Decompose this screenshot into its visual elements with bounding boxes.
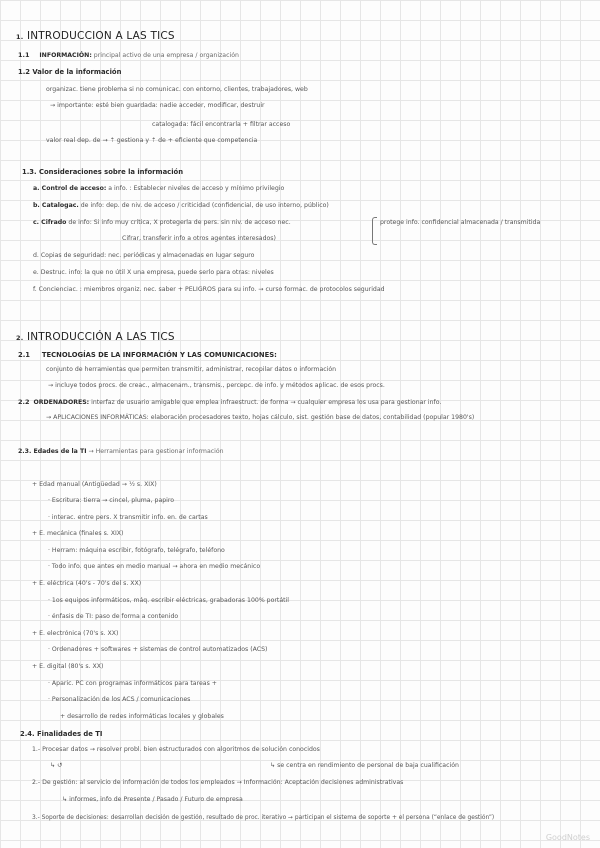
age-manual-b: · interac. entre pers. X transmitir info. en. de cartas: [48, 514, 208, 521]
age-electric: + E. eléctrica (40's - 70's del s. XX): [32, 580, 142, 587]
line-2-2: [18, 398, 441, 407]
para-2-1-b: → incluye todos procs. de creac., almacenam., transmis., percepc. de info. y métodos aplicac. de esos procs.: [48, 382, 385, 389]
item-a: [33, 185, 284, 193]
item-b-label: b. Catalogac.: [33, 202, 79, 209]
goodnotes-watermark: GoodNotes: [545, 833, 590, 842]
heading-2-1: [18, 351, 277, 359]
item-b: [33, 202, 329, 210]
age-mechanical: + E. mecánica (finales s. XIX): [32, 530, 124, 537]
heading-2-3: [18, 448, 224, 456]
heading-2-3-title: 2.3. Edades de la TI: [18, 448, 87, 455]
heading-2-3-text: → Herramientas para gestionar información: [88, 448, 224, 455]
item-c-line2: Cifrar, transferir info a otros agentes interesados): [122, 235, 276, 242]
item-d: d. Copias de seguridad: nec. periódicas y almacenadas en lugar seguro: [33, 252, 255, 259]
age-electric-a: · 1os equipos informáticos, máq. escribir eléctricas, grabadoras 100% portátil: [48, 597, 289, 604]
item-f: f. Concienciac. : miembros organiz. nec. saber + PELIGROS para su info. → curso formac. de protocolos seguridad: [33, 286, 385, 293]
purpose-2: 2.- De gestión: al servicio de información de todos los empleados → Información: Aceptación decisiones administrativas: [32, 779, 404, 786]
para-1-2-c: catalogada: fácil encontrarla + filtrar acceso: [152, 121, 291, 128]
purpose-1-a: ↳ se centra en rendimiento de personal de baja cualificación: [270, 762, 459, 769]
age-digital-c: + desarrollo de redes informáticas locales y globales: [60, 713, 224, 720]
heading-2-4: 2.4. Finalidades de TI: [20, 730, 103, 738]
section-1-number: 1.: [16, 33, 24, 41]
age-digital-a: · Aparic. PC con programas informáticos para tareas +: [48, 680, 217, 687]
para-2-2-b: → APLICACIONES INFORMÁTICAS: elaboración procesadores texto, hojas cálculo, sist. gestión base de datos, contabilidad (popular 1980's): [46, 414, 475, 421]
line-1-1-number: 1.1: [18, 51, 30, 59]
purpose-1: 1.- Procesar datos → resolver probl. bien estructurados con algoritmos de solución conocidos: [32, 746, 320, 753]
item-c-brace: [372, 217, 377, 245]
line-2-2-number: 2.2: [18, 398, 30, 406]
age-digital: + E. digital (80's s. XX): [32, 663, 104, 670]
age-electric-b: · énfasis de TI: paso de forma a contenido: [48, 613, 179, 620]
para-1-2-b: → importante: esté bien guardada: nadie acceder, modificar, destruir: [50, 102, 265, 109]
item-c-text: de info: Si info muy crítica, X protegerla de pers. sin niv. de acceso nec.: [68, 219, 291, 226]
heading-1-2: 1.2 Valor de la información: [18, 68, 122, 76]
item-c-label: c. Cifrado: [33, 219, 67, 226]
line-2-2-term: ORDENADORES:: [33, 399, 90, 406]
section-1-title: INTRODUCCION A LAS TICS: [26, 30, 175, 42]
line-1-1: [18, 51, 239, 60]
section-2-heading: [16, 333, 175, 342]
section-1-heading: [16, 32, 175, 41]
para-2-1-a: conjunto de herramientas que permiten transmitir, administrar, recopilar datos o información: [46, 366, 337, 373]
item-a-label: a. Control de acceso:: [33, 185, 107, 192]
age-electronic-a: · Ordenadores + softwares + sistemas de control automatizados (ACS): [48, 646, 268, 653]
purpose-2-a: ↳ informes, info de Presente / Pasado / Futuro de empresa: [62, 796, 243, 803]
age-mechanical-a: · Herram: máquina escribir, fotógrafo, telégrafo, teléfono: [48, 547, 225, 554]
age-manual: + Edad manual (Antigüedad → ½ s. XIX): [32, 481, 157, 488]
purpose-1-arrow: ↳ ↺: [50, 762, 63, 769]
para-1-2-d: valor real dep. de → ⇡ gestiona y ⇡ de + eficiente que competencia: [46, 137, 258, 144]
item-c: [33, 219, 291, 227]
line-1-1-term: INFORMACIÓN:: [39, 52, 92, 59]
age-electronic: + E. electrónica (70's s. XX): [32, 630, 119, 637]
item-c-brace-text: protege info. confidencial almacenada / transmitida: [380, 219, 541, 226]
item-e: e. Destruc. info: la que no útil X una empresa, puede serlo para otras: niveles: [33, 269, 274, 276]
heading-2-1-number: 2.1: [18, 351, 31, 359]
item-a-text: a info. : Establecer niveles de acceso y mínimo privilegio: [108, 185, 285, 192]
purpose-3: 3.- Soporte de decisiones: desarrollan decisión de gestión, resultado de proc. iterativo → participan el sistema de soporte + el persona (“enlace de gestión”): [32, 815, 495, 821]
item-b-text: de info: dep. de niv. de acceso / criticidad (confidencial, de uso interno, público): [80, 202, 329, 209]
age-manual-a: · Escritura: tierra → cincel, pluma, papiro: [48, 497, 175, 504]
line-1-1-text: principal activo de una empresa / organización: [93, 52, 239, 59]
line-2-2-text: interfaz de usuario amigable que emplea infraestruct. de forma → cualquier empresa los usa para gestionar info.: [91, 399, 442, 406]
section-2-title: INTRODUCCIÓN A LAS TICS: [26, 331, 175, 343]
age-digital-b: · Personalización de los ACS / comunicaciones: [48, 696, 191, 703]
heading-2-1-title: TECNOLOGÍAS DE LA INFORMACIÓN Y LAS COMUNICACIONES:: [41, 351, 277, 359]
age-mechanical-b: · Todo info. que antes en medio manual → ahora en medio mecánico: [48, 563, 261, 570]
heading-1-3: 1.3. Consideraciones sobre la información: [22, 168, 184, 176]
section-2-number: 2.: [16, 334, 24, 342]
para-1-2-a: organizac. tiene problema si no comunicac. con entorno, clientes, trabajadores, web: [46, 86, 308, 93]
